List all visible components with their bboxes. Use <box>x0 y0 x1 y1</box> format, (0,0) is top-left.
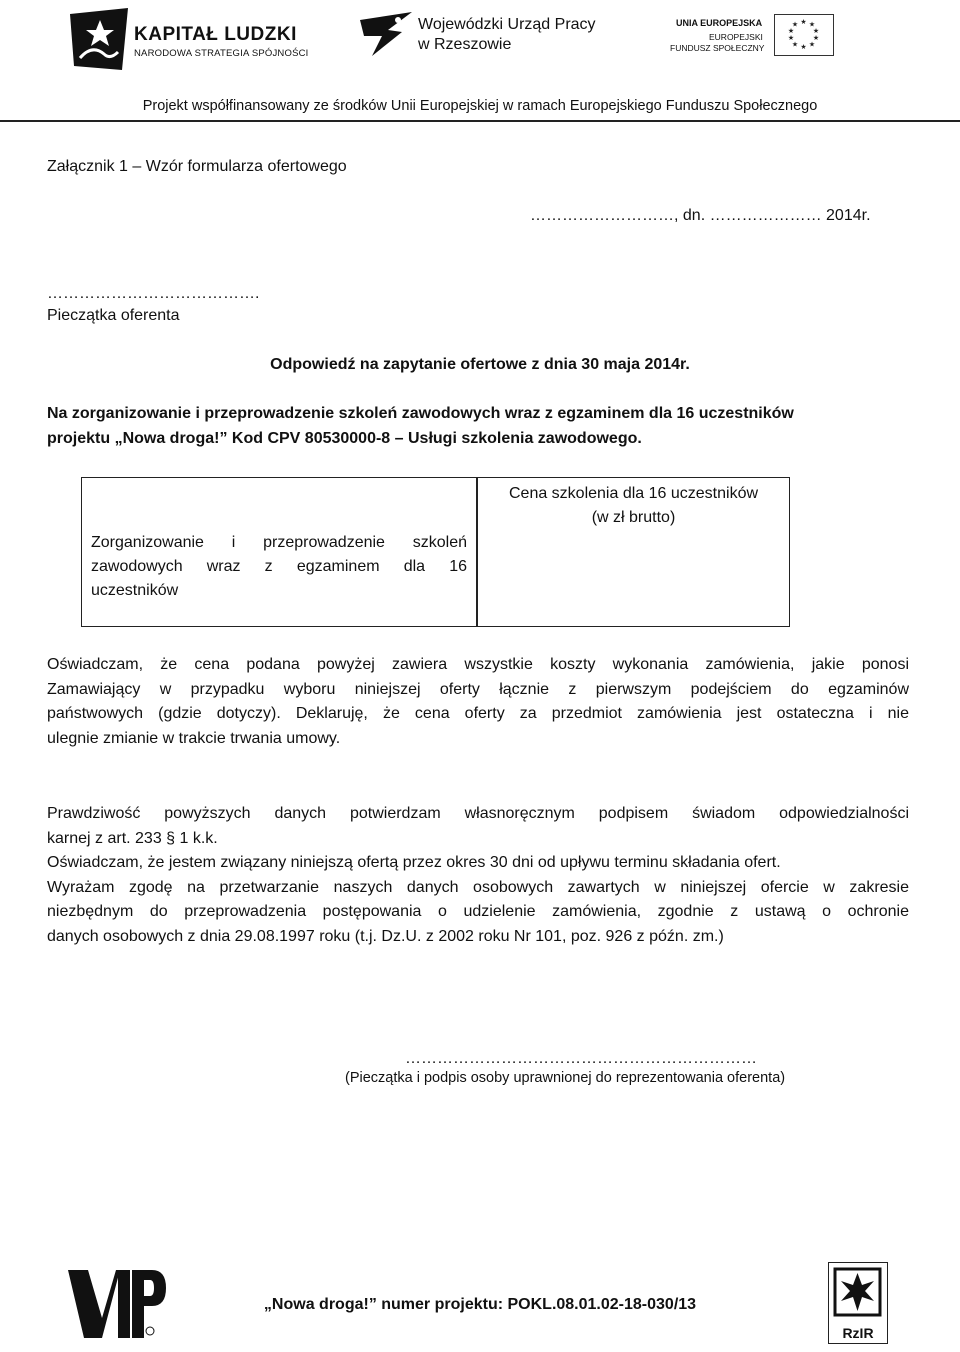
wup-name-line2: w Rzeszowie <box>418 36 512 53</box>
service-line-1: Zorganizowanie i przeprowadzenie szkoleń <box>91 534 467 551</box>
eu-line2: EUROPEJSKI <box>709 32 763 42</box>
eu-line3: FUNDUSZ SPOŁECZNY <box>670 43 765 53</box>
table-service-cell <box>91 531 467 603</box>
kapital-ludzki-title: KAPITAŁ LUDZKI <box>134 24 297 45</box>
service-line-2: zawodowych wraz z egzaminem dla 16 <box>91 558 467 575</box>
para1-line: ulegnie zmianie w trakcie trwania umowy. <box>47 729 341 747</box>
para1-line: państwowych (gdzie dotyczy). Deklaruję, że cena oferty za przedmiot zamówienia jest ostateczna i nie <box>47 705 909 722</box>
price-header-line-2: (w zł brutto) <box>591 509 676 526</box>
svg-text:★: ★ <box>812 27 820 35</box>
para2-line: niezbędnym do przeprowadzenia postępowania o udzielenie zamówienia, zgodnie z ustawą o ochronie <box>47 903 909 920</box>
wup-name-line1: Wojewódzki Urząd Pracy <box>418 16 596 33</box>
para2-line: Oświadczam, że jestem związany niniejszą ofertą przez okres 30 dni od upływu terminu składania ofert. <box>47 854 781 871</box>
rzir-label: RzIR <box>842 1325 874 1341</box>
table-price-cell[interactable] <box>478 482 789 530</box>
service-line-3: uczestników <box>91 582 179 599</box>
para1-line: Oświadczam, że cena podana powyżej zawiera wszystkie koszty wykonania zamówienia, jakie ponosi <box>47 656 909 673</box>
svg-text:★: ★ <box>808 40 816 49</box>
para1-line: Zamawiający w przypadku wyboru niniejszej oferty łącznie z pierwszym podejściem do egzaminów <box>47 680 909 698</box>
offer-table <box>81 477 790 627</box>
wup-logo <box>358 10 598 60</box>
footer-project-number: „Nowa droga!” numer projektu: POKL.08.01.02-18-030/13 <box>263 1296 697 1313</box>
declaration-paragraph-1 <box>47 653 909 751</box>
document-heading: Odpowiedź na zapytanie ofertowe z dnia 30 maja 2014r. <box>270 356 690 373</box>
para2-line: danych osobowych z dnia 29.08.1997 roku (t.j. Dz.U. z 2002 roku Nr 101, poz. 926 z późn. zm.) <box>47 927 724 945</box>
header-divider <box>0 120 960 122</box>
signature-placeholder: ………………………………………………………… <box>405 1050 757 1067</box>
wup-bird-icon <box>358 10 414 60</box>
stamp-label: Pieczątka oferenta <box>47 307 180 324</box>
project-cofinancing-line: Projekt współfinansowany ze środków Unii Europejskiej w ramach Europejskiego Funduszu Społecznego <box>142 98 818 114</box>
annex-title: Załącznik 1 – Wzór formularza ofertowego <box>47 158 347 175</box>
eu-flag-icon <box>774 14 834 56</box>
stamp-placeholder: …………………………………. <box>47 285 260 302</box>
rzir-cross-icon <box>829 1263 886 1321</box>
declaration-paragraph-2 <box>47 802 909 949</box>
svg-text:★: ★ <box>812 34 820 42</box>
intro-line-1: Na zorganizowanie i przeprowadzenie szkoleń zawodowych wraz z egzaminem dla 16 uczestników <box>47 405 794 422</box>
kapital-ludzki-logo <box>70 8 310 70</box>
kapital-ludzki-subtitle: NARODOWA STRATEGIA SPÓJNOŚCI <box>134 48 309 59</box>
svg-text:★: ★ <box>787 34 795 42</box>
svg-text:★: ★ <box>800 43 807 51</box>
para2-line: Prawdziwość powyższych danych potwierdzam własnoręcznym podpisem świadom odpowiedzialności <box>47 805 909 822</box>
svg-text:★: ★ <box>800 18 807 26</box>
svg-text:★: ★ <box>791 40 799 49</box>
para2-line: Wyrażam zgodę na przetwarzanie naszych danych osobowych zawartych w niniejszej ofercie w zakresie <box>47 878 909 896</box>
para2-line: karnej z art. 233 § 1 k.k. <box>47 829 218 847</box>
svg-text:★: ★ <box>787 27 795 35</box>
eu-line1: UNIA EUROPEJSKA <box>676 18 763 28</box>
intro-line-2: projektu „Nowa droga!” Kod CPV 80530000-8 – Usługi szkolenia zawodowego. <box>47 430 642 447</box>
svg-text:★: ★ <box>791 20 799 29</box>
kapital-ludzki-emblem-icon <box>70 8 128 70</box>
signature-label: (Pieczątka i podpis osoby uprawnionej do reprezentowania oferenta) <box>345 1070 786 1086</box>
date-line: ………………………, dn. ………………… 2014r. <box>530 207 871 224</box>
rzir-logo <box>828 1262 888 1344</box>
price-header-line-1: Cena szkolenia dla 16 uczestników <box>508 485 759 502</box>
eu-logo <box>668 14 838 60</box>
svg-text:★: ★ <box>808 20 816 29</box>
